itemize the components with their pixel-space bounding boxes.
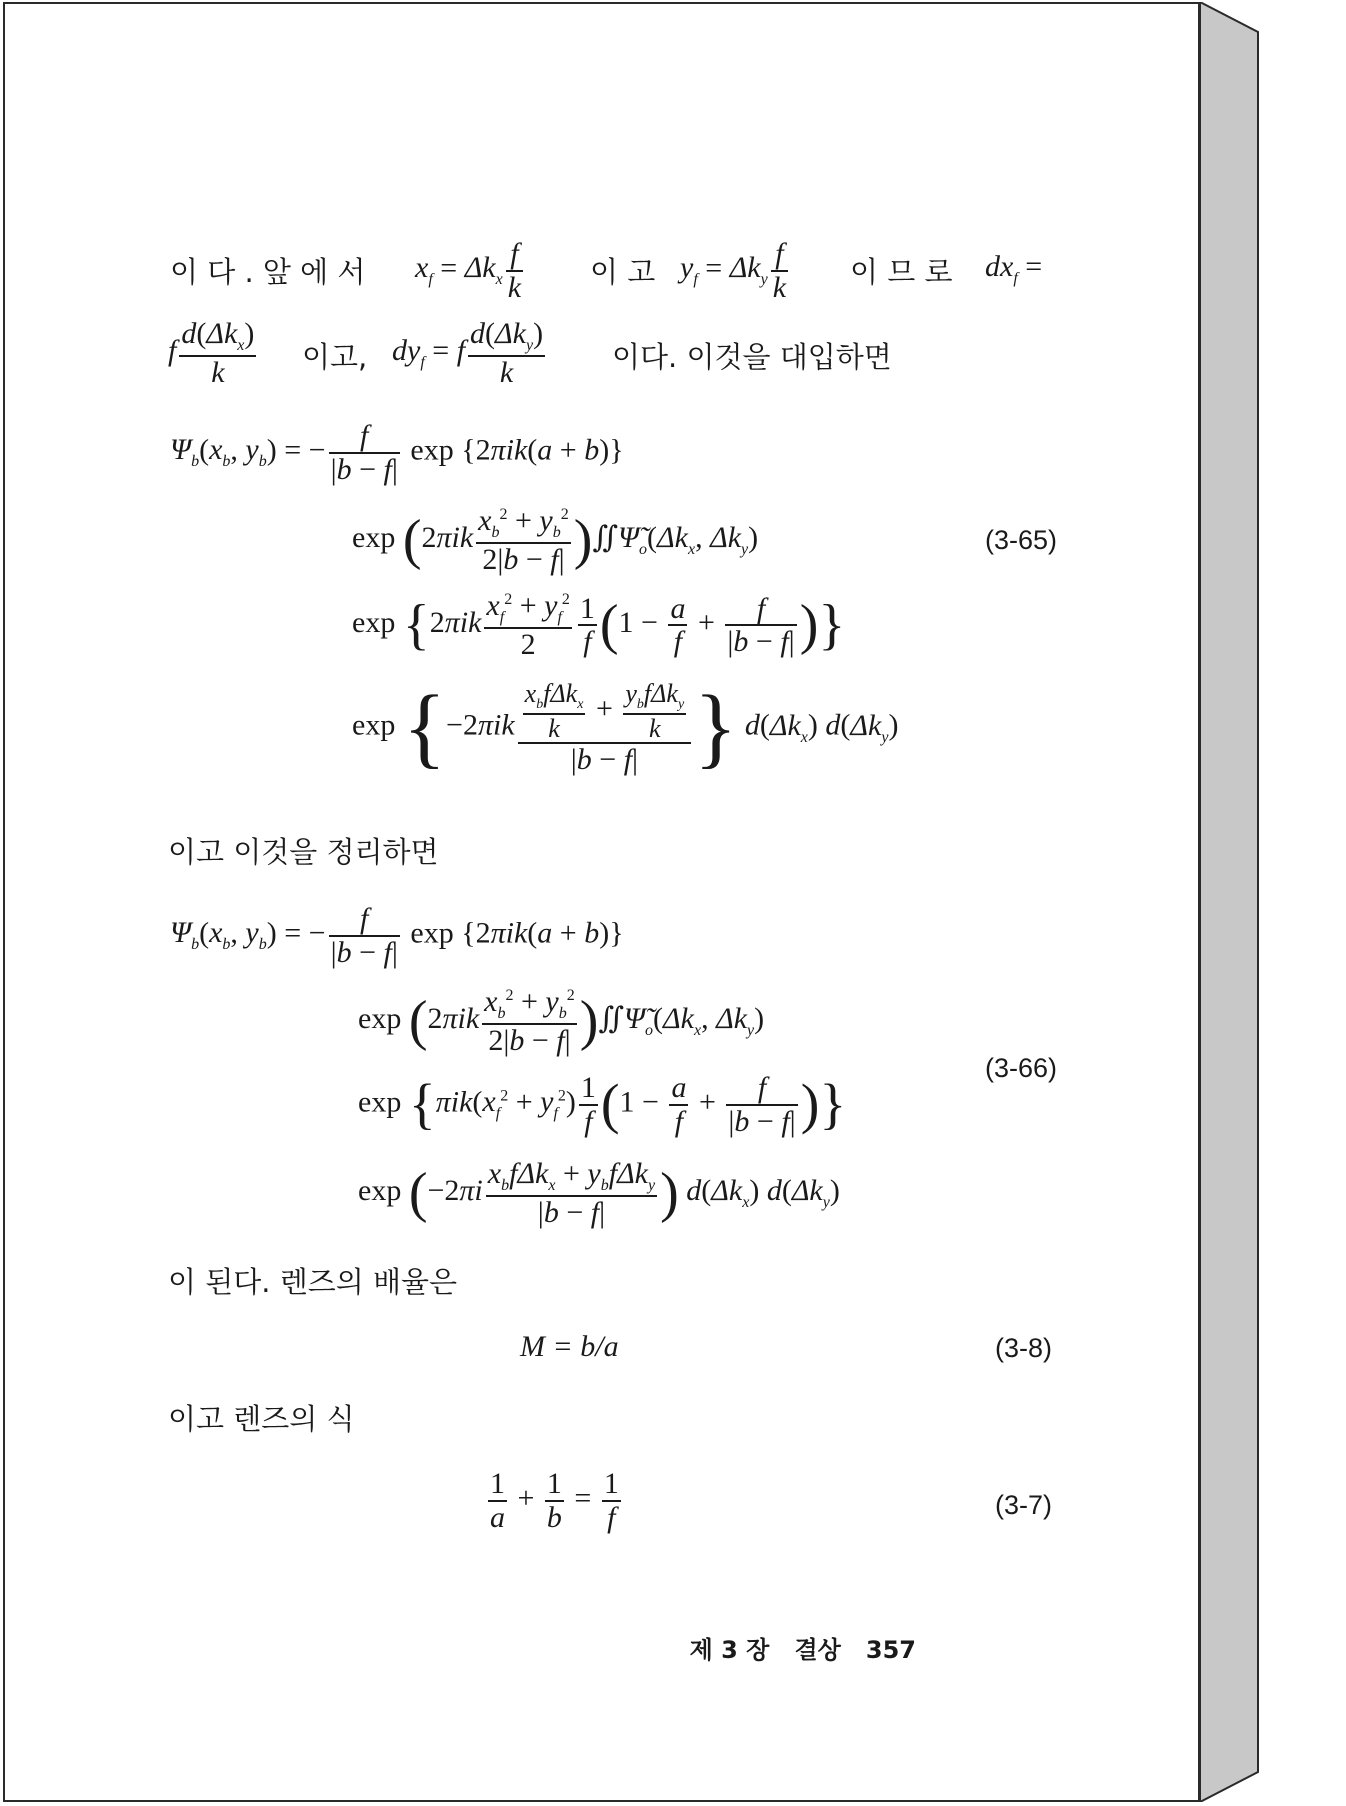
text-line-1	[170, 250, 365, 291]
text-lens	[168, 1397, 355, 1438]
text-fragment: 이 고	[590, 255, 656, 289]
footer-chapter: 제 3 장	[689, 1636, 770, 1664]
text-becomes	[168, 1260, 457, 1301]
eq-number-3-7	[995, 1490, 1052, 1521]
eq-number-text: (3-66)	[985, 1053, 1058, 1083]
text-fragment: 이 므 로	[850, 255, 953, 289]
text-mid	[168, 830, 439, 871]
book-side-edge	[1200, 2, 1340, 1802]
eq-number-text: (3-65)	[985, 525, 1058, 555]
magnification-text: M = b/a	[520, 1330, 619, 1363]
math-dyf: $dy_f = f$ $\frac{d(\Delta k_y)}{k}$	[392, 317, 544, 389]
eq65-line1: $\Psi_b(x_b$, $y_b$) = − $\frac{f}{|b - f|}$ exp {2πik(a + b)}	[170, 419, 624, 486]
eq-lens-formula: $\frac{1}{a}$ + $\frac{1}{b}$ = $\frac{1}{f}$	[490, 1467, 619, 1534]
eq-number-3-8	[995, 1333, 1052, 1364]
text-fragment: 이고,	[302, 340, 368, 374]
eq65-line2: exp (2πik $\frac{x_b^2 + y_b^2}{2|b - f|}$ )$∬\Psĩ_o(\Delta k_x$, $\Delta k_y$)	[352, 504, 759, 576]
text-fragment: 이고 이것을 정리하면	[168, 835, 439, 869]
math-dxf: $dx_f$ =	[985, 250, 1043, 287]
eq-number-3-66	[985, 1053, 1057, 1084]
text-line-1b	[590, 250, 655, 291]
page-number: 357	[865, 1636, 916, 1664]
eq66-line3: $\exp \{\pi ik(x_f^2 + y_f^2)$ $\frac{1}{f}$ (1 − $\frac{a}{f}$ + $\frac{f}{|b - f|}$ )}	[358, 1071, 847, 1138]
text-line-2a	[302, 335, 367, 376]
page-footer	[690, 1630, 916, 1665]
eq-number-text: (3-7)	[995, 1490, 1053, 1520]
math-yf: $y_f = \Delta k_y$ $\frac{f}{k}$	[680, 237, 787, 304]
eq-number-3-65	[985, 525, 1057, 556]
eq65-line3: exp {2πik $\frac{x_f^2 + y_f^2}{2}$ $\frac{1}{f}$ (1 − $\frac{a}{f}$ + $\frac{f}{|b - f|}$ )}	[352, 589, 846, 661]
eq-magnification	[520, 1330, 619, 1364]
eq-number-text: (3-8)	[995, 1333, 1053, 1363]
math-xf: $x_f = \Delta k_x$ $\frac{f}{k}$	[415, 237, 522, 304]
text-fragment: 이 된다. 렌즈의 배율은	[168, 1265, 457, 1299]
footer-title: 결상	[794, 1636, 841, 1664]
eq66-line1: $\Psi_b(x_b$, $y_b$) = − $\frac{f}{|b - f|}$ exp {2πik(a + b)}	[170, 902, 624, 969]
text-line-2b	[612, 335, 892, 376]
eq66-line4: exp (−2πi $\frac{x_bf\Delta k_x + y_bf\Delta k_y}{|b - f|}$ ) $d(\Delta k_x)$ $d(\Delta k_y)$	[358, 1157, 840, 1229]
text-fragment: 이고 렌즈의 식	[168, 1402, 355, 1436]
eq66-line2: exp (2πik $\frac{x_b^2 + y_b^2}{2|b - f|}$ )$∬\Psĩ_o(\Delta k_x$, $\Delta k_y$)	[358, 985, 765, 1057]
math-dxf-rhs: f $\frac{d(\Delta k_x)}{k}$	[168, 317, 255, 389]
text-line-1c	[850, 250, 952, 291]
eq65-line4: exp {−2πik $\frac{x_bf\Delta k_x}{k}$ + $\frac{y_bf\Delta k_y}{k}$ |b − f| } $d(\Delta k_x)$ $d(\Delta k_y)$	[352, 677, 899, 777]
text-fragment: 이다. 이것을 대입하면	[612, 340, 892, 374]
text-fragment: 이 다 . 앞 에 서	[170, 255, 366, 289]
